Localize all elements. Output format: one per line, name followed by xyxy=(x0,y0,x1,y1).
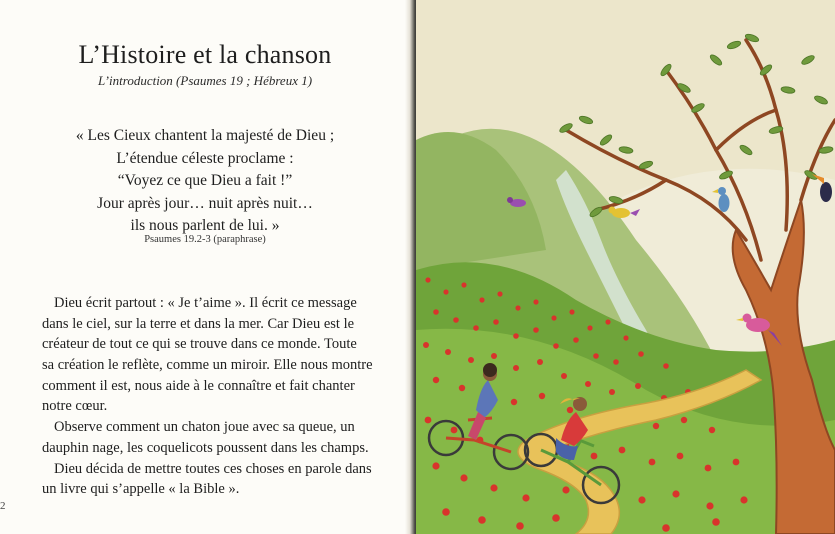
body-line: dans le ciel, sur la terre et dans la mer. Car Dieu est le xyxy=(42,315,355,332)
body-line: Dieu écrit partout : « Je t’aime ». Il écrit ce message xyxy=(54,295,357,311)
body-line: Observe comment un chaton joue avec sa queue, un xyxy=(54,419,355,436)
verse-line: “Voyez ce que Dieu a fait !” xyxy=(117,172,293,189)
illustration xyxy=(416,0,835,534)
body-line: dauphin nage, les coquelicots poussent dans les champs. xyxy=(42,439,369,456)
page-title: L’Histoire et la chanson xyxy=(78,40,332,69)
verse-line: « Les Cieux chantent la majesté de Dieu ; xyxy=(75,127,335,144)
left-page xyxy=(0,0,410,534)
verse-line: Jour après jour… nuit après nuit… xyxy=(97,194,313,212)
verse-reference: Psaumes 19.2-3 (paraphrase) xyxy=(144,234,266,245)
body-line: comment il est, nous aide à le connaître et fait chanter xyxy=(42,377,355,394)
right-page xyxy=(416,0,835,534)
body-line: un livre qui s’appelle « la Bible ». xyxy=(42,481,240,498)
page-subtitle: L’introduction (Psaumes 19 ; Hébreux 1) xyxy=(97,73,313,88)
body-line: Dieu décida de mettre toutes ces choses en parole dans xyxy=(54,460,372,477)
body-line: sa création le reflète, comme un miroir. Elle nous montre xyxy=(42,357,373,374)
body-line: créateur de tout ce qui se trouve dans ce monde. Toute xyxy=(42,336,357,353)
verse-line: L’étendue céleste proclame : xyxy=(116,149,294,167)
page-number: 2 xyxy=(0,500,6,512)
verse-line: ils nous parlent de lui. » xyxy=(130,217,280,234)
verse-quote xyxy=(0,125,410,238)
body-line: notre cœur. xyxy=(42,398,108,415)
body-text xyxy=(42,293,387,500)
